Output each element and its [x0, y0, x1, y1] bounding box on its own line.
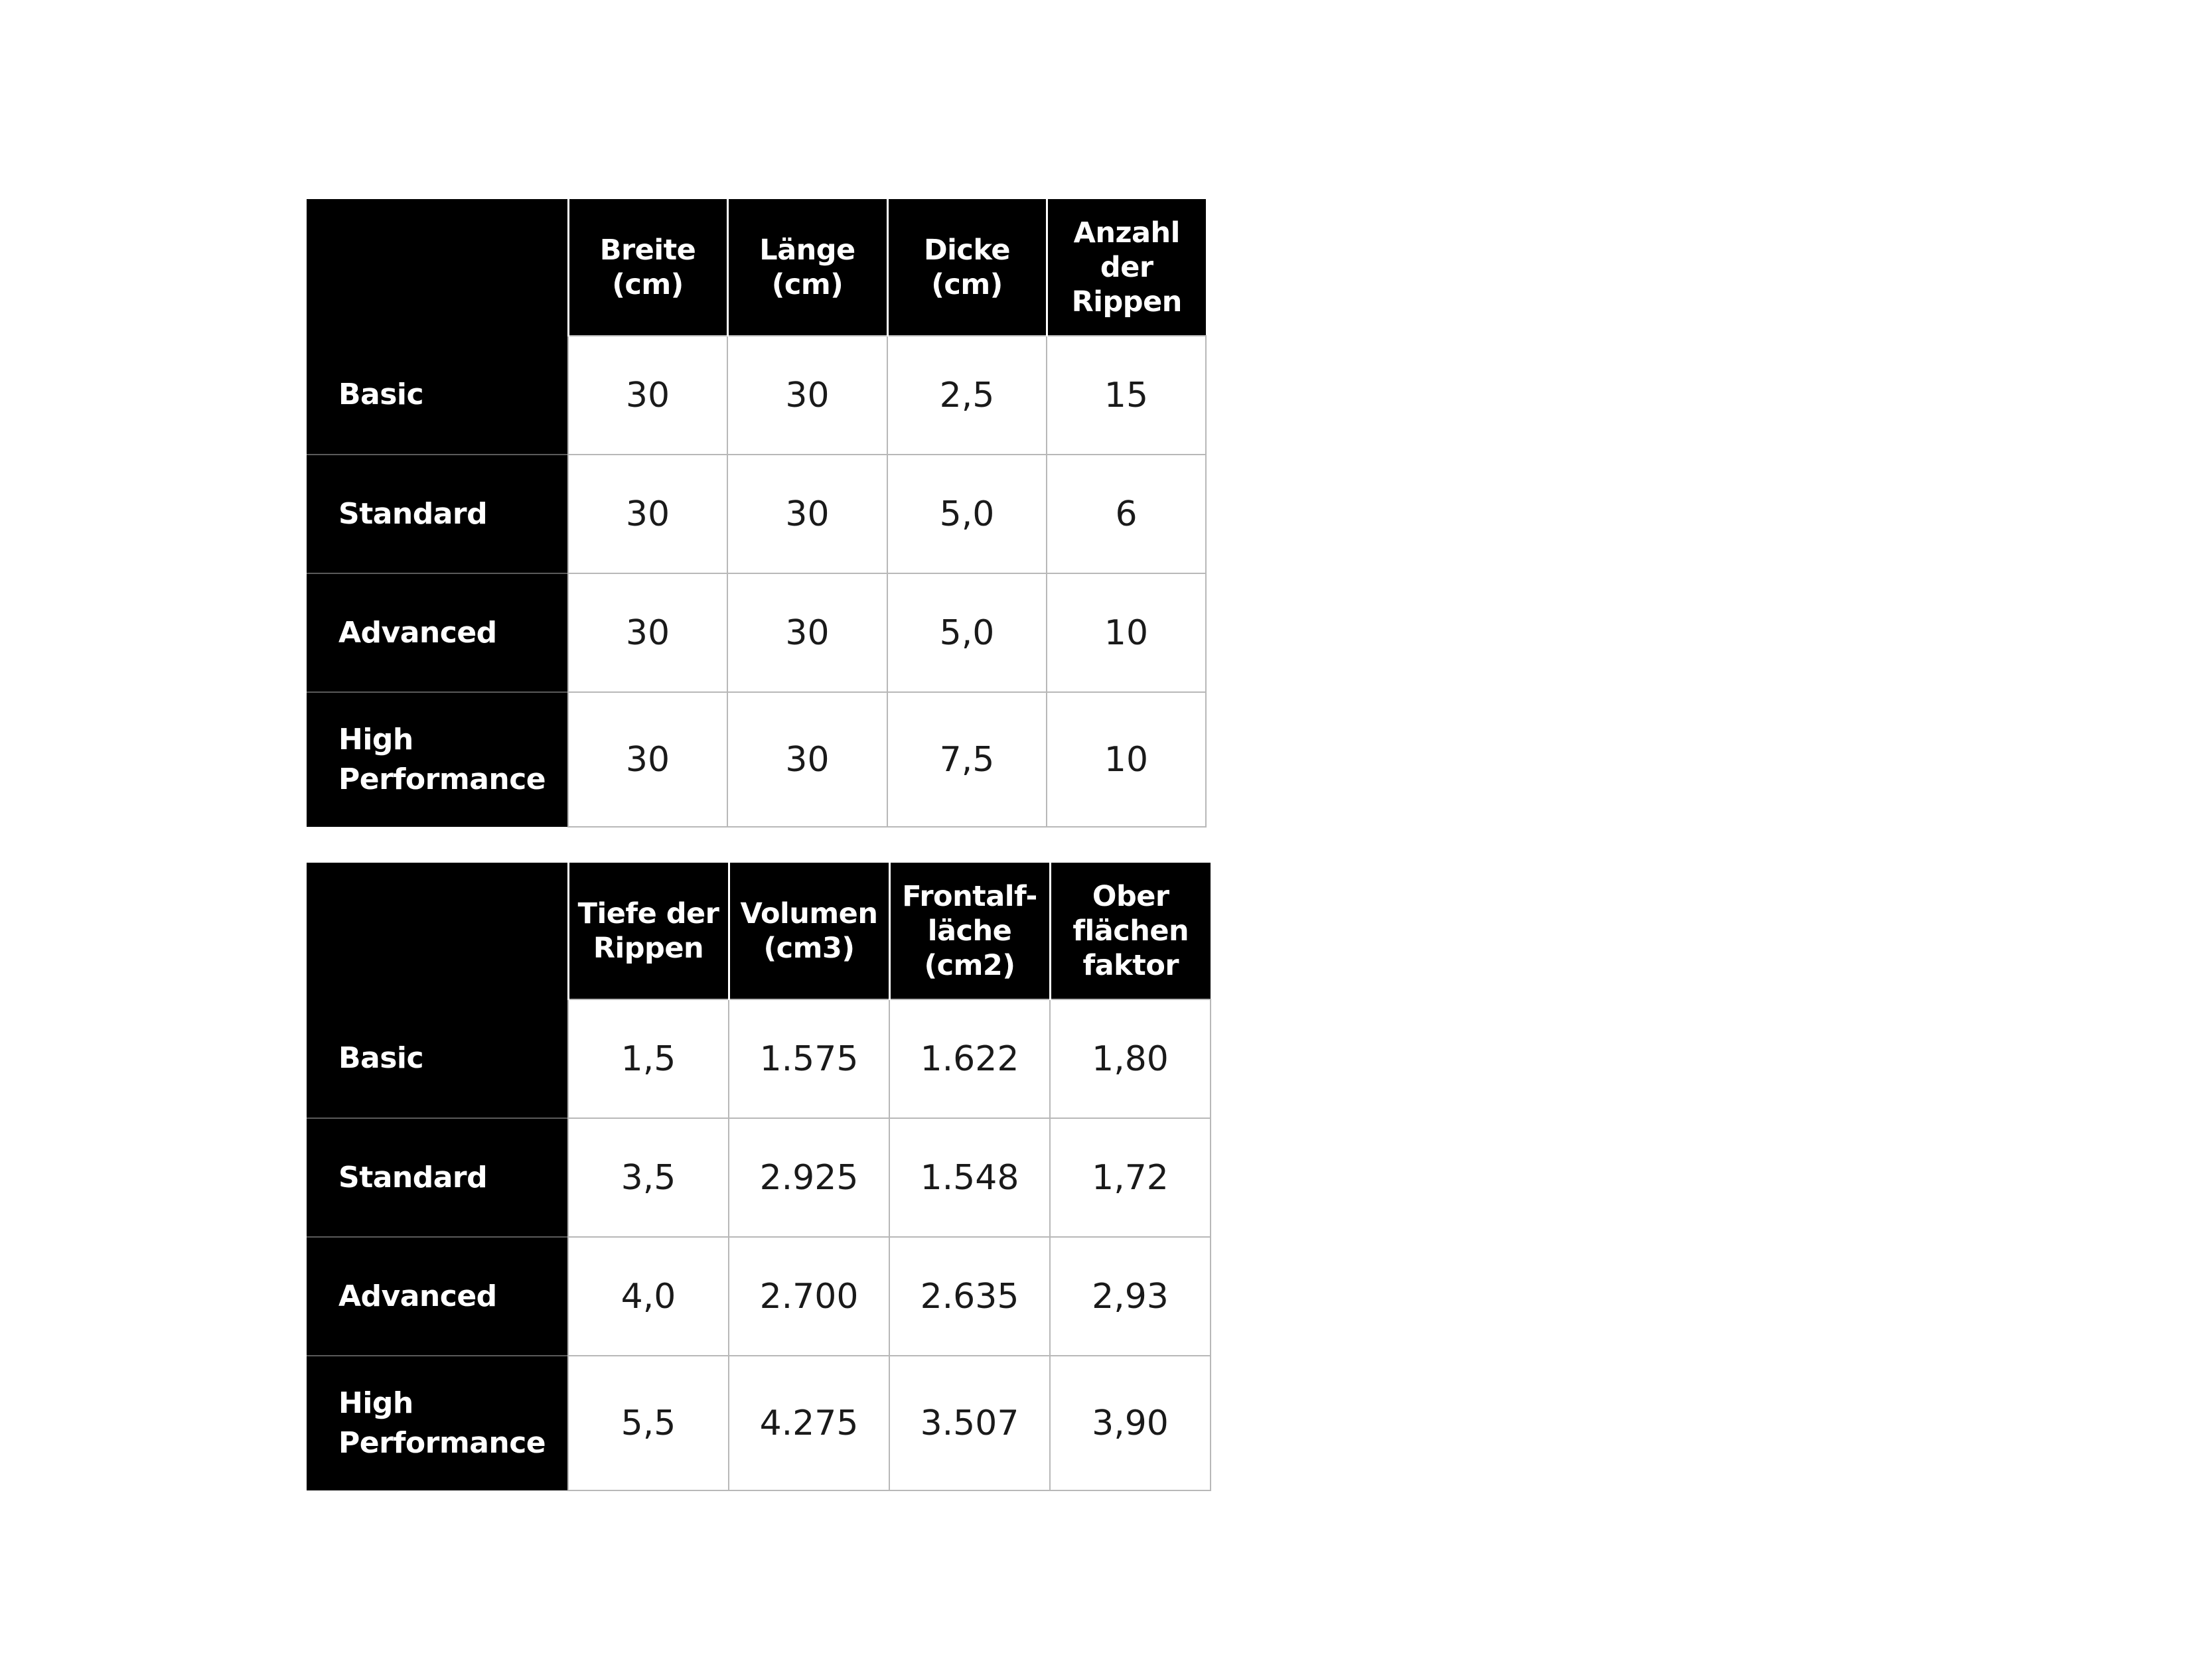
table-cell: 1,72: [1050, 1118, 1211, 1237]
table-cell: 30: [727, 573, 887, 692]
table-cell: 15: [1047, 336, 1206, 455]
table-cell: 30: [568, 336, 727, 455]
table-row: [307, 1237, 1211, 1356]
table-cell: 10: [1047, 573, 1206, 692]
table-row: [307, 999, 1211, 1118]
table-cell: 1,5: [568, 999, 729, 1118]
table-cell: 7,5: [887, 692, 1047, 827]
row-header: Basic: [307, 999, 568, 1118]
row-header: Advanced: [307, 1237, 568, 1356]
row-header: Basic: [307, 336, 568, 455]
table-row: [307, 1118, 1211, 1237]
table-cell: 2,5: [887, 336, 1047, 455]
row-header: Standard: [307, 455, 568, 573]
table-row: [307, 692, 1206, 827]
table-cell: 5,0: [887, 455, 1047, 573]
column-header: Anzahl der Rippen: [1047, 199, 1206, 336]
table-row: [307, 455, 1206, 573]
table-cell: 2.700: [729, 1237, 889, 1356]
table-cell: 5,5: [568, 1356, 729, 1490]
table-cell: 1.548: [889, 1118, 1050, 1237]
ribs-table: [307, 863, 1211, 1491]
column-header: Volumen (cm3): [729, 863, 889, 999]
table-cell: 10: [1047, 692, 1206, 827]
column-header: Tiefe der Rippen: [568, 863, 729, 999]
table-cell: 2.925: [729, 1118, 889, 1237]
column-header: Breite (cm): [568, 199, 727, 336]
table-cell: 30: [568, 455, 727, 573]
table-cell: 4.275: [729, 1356, 889, 1490]
table-cell: 30: [727, 692, 887, 827]
table-cell: 6: [1047, 455, 1206, 573]
column-header: Dicke (cm): [887, 199, 1047, 336]
table-cell: 3,5: [568, 1118, 729, 1237]
table-cell: 1,80: [1050, 999, 1211, 1118]
table-cell: 5,0: [887, 573, 1047, 692]
table-row: [307, 573, 1206, 692]
table-cell: 30: [568, 692, 727, 827]
table-cell: 2.635: [889, 1237, 1050, 1356]
dimensions-table: [307, 199, 1207, 828]
table-cell: 30: [568, 573, 727, 692]
header-row: [307, 199, 1206, 336]
row-header: Advanced: [307, 573, 568, 692]
table-cell: 1.575: [729, 999, 889, 1118]
header-row: [307, 863, 1211, 999]
column-header: Frontalf- läche (cm2): [889, 863, 1050, 999]
table-row: [307, 1356, 1211, 1490]
table-cell: 30: [727, 455, 887, 573]
corner-cell: [307, 863, 568, 999]
table-row: [307, 336, 1206, 455]
table-cell: 3.507: [889, 1356, 1050, 1490]
table-cell: 1.622: [889, 999, 1050, 1118]
corner-cell: [307, 199, 568, 336]
table-cell: 30: [727, 336, 887, 455]
table-cell: 2,93: [1050, 1237, 1211, 1356]
table-cell: 3,90: [1050, 1356, 1211, 1490]
column-header: Ober flächen faktor: [1050, 863, 1211, 999]
row-header: High Performance: [307, 692, 568, 827]
column-header: Länge (cm): [727, 199, 887, 336]
row-header: Standard: [307, 1118, 568, 1237]
table-cell: 4,0: [568, 1237, 729, 1356]
row-header: High Performance: [307, 1356, 568, 1490]
